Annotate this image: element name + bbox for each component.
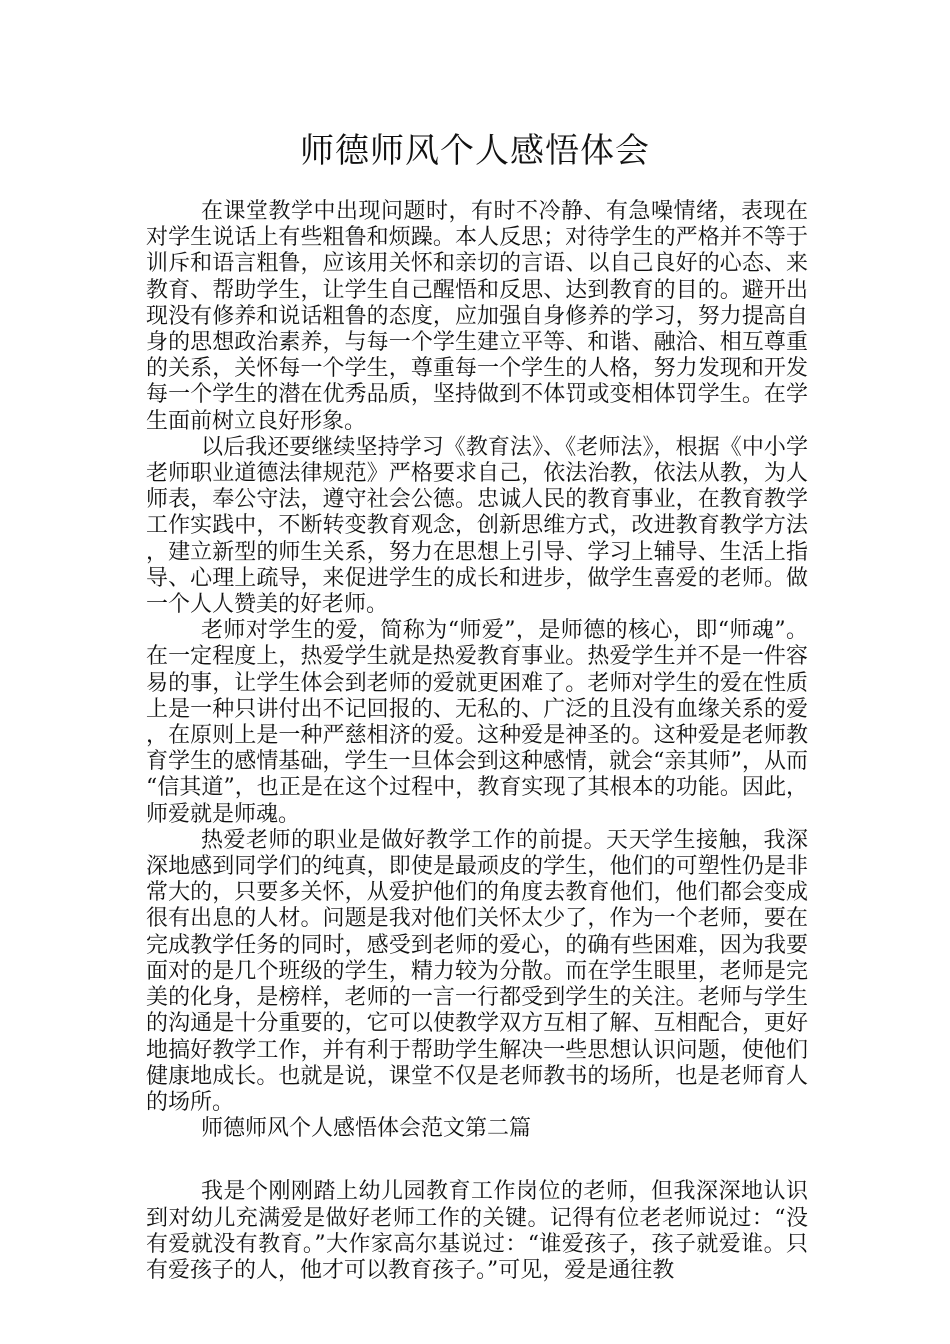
document-title: 师德师风个人感悟体会	[300, 131, 650, 171]
paragraph-3: 老师对学生的爱，简称为“师爱”，是师德的核心，即“师魂”。在一定程度上，热爱学生就是热爱教育事业。热爱学生并不是一件容易的事，让学生体会到老师的爱就更困难了。老师对学生的爱在性质上是一种只讲付出不记回报的、无私的、广泛的且没有血缘关系的爱，在原则上是一种严慈相济的爱。这种爱是神圣的。这种爱是老师教育学生的感情基础，学生一旦体会到这种感情，就会“亲其师”，从而“信其道”，也正是在这个过程中，教育实现了其根本的功能。因此，师爱就是师魂。	[146, 618, 808, 827]
paragraph-1: 在课堂教学中出现问题时，有时不冷静、有急噪情绪，表现在对学生说话上有些粗鲁和烦躁。本人反思；对待学生的严格并不等于训斥和语言粗鲁，应该用关怀和亲切的言语、以自己良好的心态、来教育、帮助学生，让学生自己醒悟和反思、达到教育的目的。避开出现没有修养和说话粗鲁的态度，应加强自身修养的学习，努力提高自身的思想政治素养，与每一个学生建立平等、和谐、融洽、相互尊重的关系，关怀每一个学生，尊重每一个学生的人格，努力发现和开发每一个学生的潜在优秀品质，坚持做到不体罚或变相体罚学生。在学生面前树立良好形象。	[146, 199, 808, 434]
section-subheading: 师德师风个人感悟体会范文第二篇	[201, 1116, 532, 1142]
section-gap	[146, 1142, 808, 1179]
paragraph-2: 以后我还要继续坚持学习《教育法》、《老师法》，根据《中小学老师职业道德法律规范》严格要求自己，依法治教，依法从教，为人师表，奉公守法，遵守社会公德。忠诚人民的教育事业，在教育教学工作实践中，不断转变教育观念，创新思维方式，改进教育教学方法，建立新型的师生关系，努力在思想上引导、学习上辅导、生活上指导、心理上疏导，来促进学生的成长和进步，做学生喜爱的老师。做一个人人赞美的好老师。	[146, 434, 808, 618]
paragraph-5: 我是个刚刚踏上幼儿园教育工作岗位的老师，但我深深地认识到对幼儿充满爱是做好老师工作的关键。记得有位老老师说过：“没有爱就没有教育。”大作家高尔基说过：“谁爱孩子，孩子就爱谁。只有爱孩子的人，他才可以教育孩子。”可见，爱是通往教	[146, 1179, 808, 1283]
paragraph-4: 热爱老师的职业是做好教学工作的前提。天天学生接触，我深深地感到同学们的纯真，即使是最顽皮的学生，他们的可塑性仍是非常大的，只要多关怀，从爱护他们的角度去教育他们，他们都会变成很有出息的人材。问题是我对他们关怀太少了，作为一个老师，要在完成教学任务的同时，感受到老师的爱心，的确有些困难，因为我要面对的是几个班级的学生，精力较为分散。而在学生眼里，老师是完美的化身，是榜样，老师的一言一行都受到学生的关注。老师与学生的沟通是十分重要的，它可以使教学双方互相了解、互相配合，更好地搞好教学工作，并有利于帮助学生解决一些思想认识问题，使他们健康地成长。也就是说，课堂不仅是老师教书的场所，也是老师育人的场所。	[146, 827, 808, 1115]
document-body	[146, 199, 808, 1284]
